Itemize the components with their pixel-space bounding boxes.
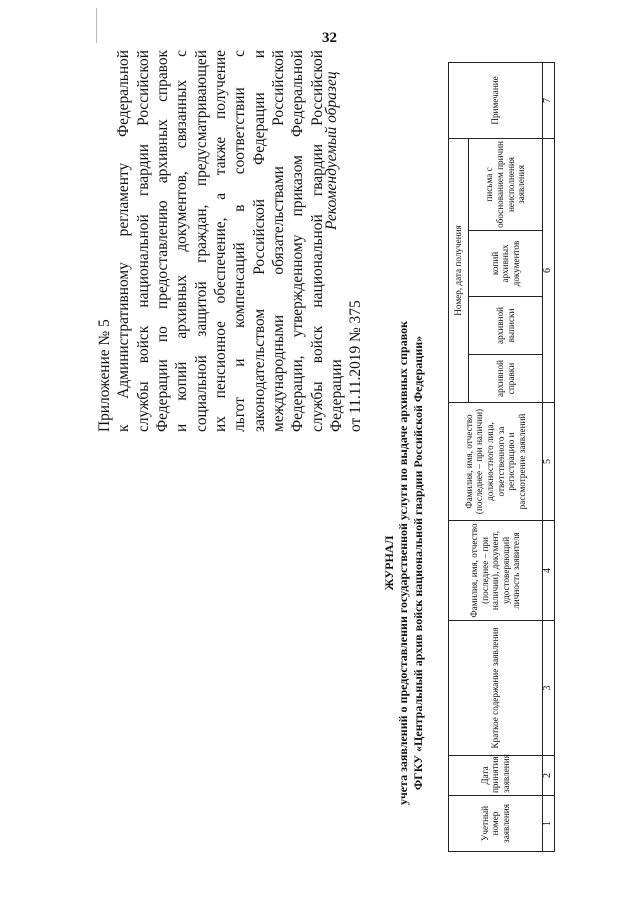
header-receipt-group: Номер, дата получения — [449, 138, 469, 402]
journal-table — [448, 63, 554, 852]
column-number: 5 — [543, 403, 555, 521]
header-summary: Краткое содержание заявления — [449, 621, 543, 756]
journal-title: ЖУРНАЛ — [382, 535, 396, 591]
header-account-number: Учетный номер заявления — [449, 796, 543, 852]
header-refusal-letter: письма с обоснованием причин неисполнения заявления — [469, 138, 543, 230]
appendix-line: социальной защитой граждан, предусматривающей — [192, 50, 210, 432]
appendix-line: службы войск национальной гвардии Российской — [308, 50, 326, 432]
column-number: 4 — [543, 521, 555, 621]
appendix-date-number: от 11.11.2019 № 375 — [347, 300, 365, 432]
column-number: 6 — [543, 138, 555, 402]
appendix-line: Федерации, утвержденному приказом Федеральной — [289, 50, 307, 432]
appendix-line: законодательством Российской Федерации и — [250, 50, 268, 432]
margin-mark — [96, 8, 97, 43]
header-archive-copies: копий архивных документов — [469, 231, 543, 297]
journal-title-block — [382, 278, 425, 848]
sample-label: Рекомендуемый образец — [323, 71, 340, 230]
journal-subtitle: учета заявлений о предоставлении государственной услуги по выдаче архивных справок — [396, 320, 411, 806]
header-archive-extract: архивной выписки — [469, 297, 543, 355]
appendix-line: к Административному регламенту Федеральной — [115, 50, 133, 432]
column-number: 3 — [543, 621, 555, 756]
header-archive-certificate: архивной справки — [469, 355, 543, 403]
appendix-line: Федерации — [328, 359, 346, 432]
page-number: 32 — [322, 30, 337, 46]
column-number: 1 — [543, 796, 555, 852]
header-official: Фамилия, имя, отчество (последнее – при наличии) должностного лица, ответственного за регистрацию и рассмотрение заявлений — [449, 403, 543, 521]
appendix-line: Федерации по предоставлению архивных справок — [154, 50, 172, 432]
column-number: 2 — [543, 756, 555, 796]
appendix-line: международными обязательствами Российской — [270, 50, 288, 432]
column-number: 7 — [543, 62, 555, 138]
header-note: Примечание — [449, 62, 543, 138]
journal-org: ФГКУ «Центральный архив войск национальной гвардии Российской Федерации» — [410, 335, 425, 791]
appendix-line: льгот и компенсаций в соответствии с — [231, 50, 249, 432]
appendix-line: и копий архивных документов, связанных с — [173, 50, 191, 432]
header-applicant: Фамилия, имя, отчество (последнее – при наличии), документ, удостоверяющий личность заявителя — [449, 521, 543, 621]
header-date-accepted: Дата принятия заявления — [449, 756, 543, 796]
appendix-line: службы войск национальной гвардии Российской — [134, 50, 152, 432]
appendix-heading: Приложение № 5 — [96, 319, 113, 432]
appendix-line: их пенсионное обеспечение, а также получение — [212, 50, 230, 432]
